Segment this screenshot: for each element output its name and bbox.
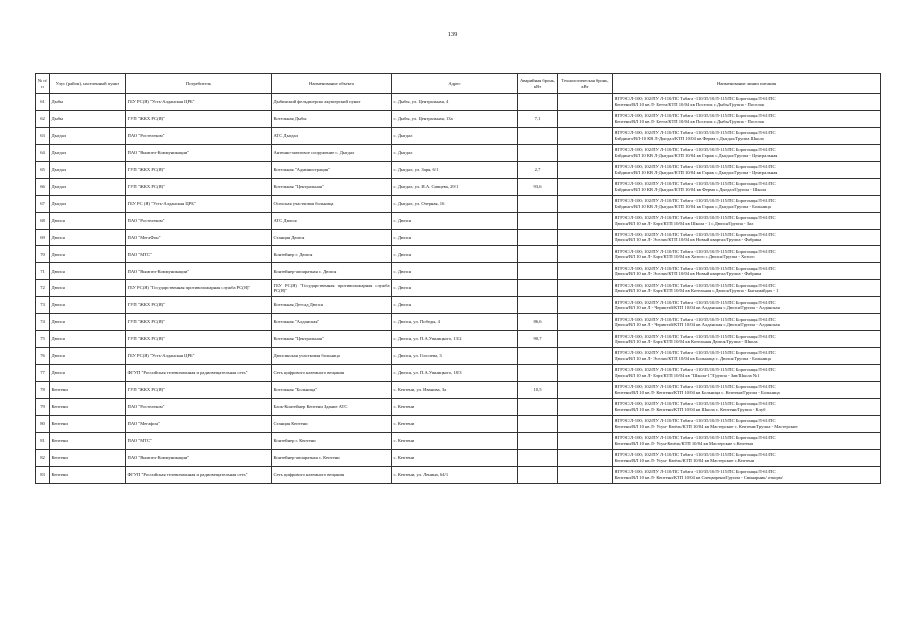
building-cell: Котельная Дыбы	[272, 110, 392, 127]
row-number: 71	[36, 263, 50, 280]
supply-line-cell	[613, 161, 881, 178]
building-cell: Котельная Детсад Дюпся	[272, 297, 392, 314]
row-number: 81	[36, 432, 50, 449]
table-row	[36, 195, 881, 212]
tech-reserve-cell	[558, 398, 613, 415]
table-row	[36, 212, 881, 229]
emergency-reserve-cell: 7,1	[518, 110, 558, 127]
row-number: 66	[36, 178, 50, 195]
tech-reserve-cell	[558, 415, 613, 432]
row-number: 70	[36, 246, 50, 263]
supply-line-text: ЯГРЭС/Л-100; 102/ПУ Л-110/ПС Табага -110/35/10/Л-115/ПС Борогонцы/Л-61/ПС	[614, 198, 776, 203]
emergency-reserve-cell	[518, 195, 558, 212]
address-cell: с. Кептени	[392, 432, 518, 449]
supply-line-text: ЯГРЭС/Л-100; 102/ПУ Л-110/ПС Табага -110/35/10/Л-115/ПС Борогонцы/Л-61/ПС	[614, 248, 776, 254]
supply-line-text: ЯГРЭС/Л-100; 102/ПУ Л-110/ПС Табага -110/35/10/Л-115/ПС Борогонцы/Л-61/ПС	[614, 231, 776, 237]
col-header-building: Наименование объекта	[272, 74, 392, 94]
supply-line-text: ЯГРЭС/Л-100; 102/ПУ Л-110/ПС Табага -110/35/10/Л-115/ПС Борогонцы/Л-61/ПС	[614, 367, 776, 373]
consumer-cell: ГУП "ЖКХ РС(Я)"	[126, 381, 272, 398]
building-cell: Блок-Контейнер Кептени Здание АТС	[272, 398, 392, 415]
emergency-reserve-cell	[518, 229, 558, 246]
consumer-cell: ГБУ РС(Я) "Усть-Алданская ЦРБ"	[126, 348, 272, 365]
supply-line-text: Дюпся/ВЛ 10 кв Л - Чериктэй/КТП 10/04 кв Алданская с.Дюпся/Группа - Алданская	[614, 305, 780, 311]
tech-reserve-cell	[558, 381, 613, 398]
tech-reserve-cell	[558, 331, 613, 348]
row-number: 75	[36, 331, 50, 348]
supply-line-cell	[613, 348, 881, 365]
row-number: 74	[36, 314, 50, 331]
supply-line-cell	[613, 398, 881, 415]
building-cell: Контейнер-аппаратная с. Кептени	[272, 449, 392, 466]
consumer-cell: ГБУ РС (Я) "Усть-Алданская ЦРБ"	[126, 195, 272, 212]
supply-line-text: ЯГРЭС/Л-100; 102/ПУ Л-110/ПС Табага -110/35/10/Л-115/ПС Борогонцы/Л-61/ПС	[614, 265, 776, 271]
emergency-reserve-cell	[518, 449, 558, 466]
consumer-cell: ПАО "Ростелеком"	[126, 398, 272, 415]
address-cell: с. Кептени	[392, 415, 518, 432]
supply-line-text: Бэйдингэ/ВЛ-10 КВ Л-Дыгдал/КТП 10/04 кв Ферма с.Дыгдал/Группа Школа	[614, 135, 764, 141]
building-cell: Дюпсинская участковая больница	[272, 348, 392, 365]
building-cell: Котельная "Центральная"	[272, 331, 392, 348]
supply-line-text: Кептени/ВЛ 10 кв Л- Бетта/КТП 10/04 кв Поселок с.Дыбы/Группа - Поселок	[614, 118, 765, 124]
address-cell: с. Дюпся, ул. П.А.Ушницкого, 18/3	[392, 365, 518, 382]
supply-line-cell	[613, 94, 881, 111]
address-cell: с. Кептени, ул. Иванова, 3а	[392, 381, 518, 398]
settlement-cell: Кептени	[50, 381, 126, 398]
consumer-cell: ГУП "ЖКХ РС(Я)"	[126, 110, 272, 127]
emergency-reserve-cell	[518, 415, 558, 432]
table-row	[36, 331, 881, 348]
emergency-reserve-cell: 2,7	[518, 161, 558, 178]
supply-line-cell	[613, 212, 881, 229]
building-cell: Станция Дюпся	[272, 229, 392, 246]
supply-line-text: ЯГРЭС/Л-100; 102/ПУ Л-110/ПС Табага -110/35/10/Л-115/ПС Борогонцы/Л-61/ПС	[614, 147, 776, 153]
supply-line-text: Дюпся/ВЛ 10 кв Л- Эселях/КТП 10/04 кв Новый квартал/Группа - Фабрика	[614, 237, 762, 243]
address-cell: с. Дыгдал, ул. И.А. Сивцева, 29/1	[392, 178, 518, 195]
emergency-reserve-cell: 10,5	[518, 381, 558, 398]
address-cell: с. Дюпся, ул. Гоголева, 3	[392, 348, 518, 365]
emergency-reserve-cell: 90,7	[518, 331, 558, 348]
table-row	[36, 466, 881, 483]
supply-line-text: ЯГРЭС/Л-100; 102/ПУ Л-110/ПС Табага -110/35/10/Л-115/ПС Борогонцы/Л-61/ПС	[614, 113, 776, 119]
table-row	[36, 348, 881, 365]
address-cell: с. Дюпся	[392, 246, 518, 263]
supply-line-cell	[613, 365, 881, 382]
tech-reserve-cell	[558, 94, 613, 111]
supply-line-text: Дюпся/ВЛ 10 кв Л- Эселях/КТП 10/04 кв Новый квартал/Группа - Фабрика	[614, 271, 762, 277]
col-header-emergency-reserve: Аварийная бронь, кВт	[518, 74, 558, 94]
row-number: 65	[36, 161, 50, 178]
col-header-supply-line: Наименование линии питания	[613, 74, 881, 94]
table-row	[36, 449, 881, 466]
table-row	[36, 432, 881, 449]
settlement-cell: Дюпся	[50, 365, 126, 382]
supply-line-text: ЯГРЭС/Л-100; 102/ПУ Л-110/ПС Табага -110/35/10/Л-115/ПС Борогонцы/Л-61/ПС	[614, 164, 776, 170]
row-number: 63	[36, 127, 50, 144]
table-row	[36, 127, 881, 144]
table-row	[36, 161, 881, 178]
supply-line-text: Бэйдингэ/ВЛ 10 КВ Л-Дыгдал/КТП 10/04 кв Гараж с.Дыгдал/Группа - Центральная	[614, 152, 778, 158]
table-row	[36, 178, 881, 195]
address-cell: с. Кептени	[392, 398, 518, 415]
supply-line-cell	[613, 195, 881, 212]
supply-line-text: ЯГРЭС/Л-100; 102/ПУ Л-110/ПС Табага -110/35/10/Л-115/ПС Борогонцы/Л-61/ПС	[614, 418, 776, 424]
address-cell: с. Дюпся	[392, 297, 518, 314]
building-cell: Сеть цифрового наземного вещания	[272, 365, 392, 382]
building-cell: Котельная "Больница"	[272, 381, 392, 398]
building-cell: Котельная "Центральная"	[272, 178, 392, 195]
building-cell: Осохская участковая больница	[272, 195, 392, 212]
address-cell: с. Дюпся	[392, 212, 518, 229]
supply-line-text: Дюпся/ВЛ 10 кв Л- Бэрэ/КТП 10/04 кв Школа - 1 с.Дюпся/Группа - Зал	[614, 220, 754, 226]
consumer-cell: ПАО "МегаФон"	[126, 229, 272, 246]
settlement-cell: Дюпся	[50, 246, 126, 263]
supply-line-cell	[613, 127, 881, 144]
address-cell: с. Дюпся	[392, 263, 518, 280]
supply-line-text: Кептени/ВЛ 10 кв Л- Усун- Кюёль/КТП 10/04 кв Мастерские с.Кептени	[614, 457, 755, 463]
row-number: 62	[36, 110, 50, 127]
supply-line-cell	[613, 297, 881, 314]
supply-line-text: ЯГРЭС/Л-100; 102/ПУ Л-110/ПС Табага -110/35/10/Л-115/ПС Борогонцы/Л-61/ПС	[614, 435, 776, 441]
building-cell: Контейнер г. Кептени	[272, 432, 392, 449]
tech-reserve-cell	[558, 229, 613, 246]
row-number: 72	[36, 280, 50, 297]
table-row	[36, 280, 881, 297]
supply-line-cell	[613, 280, 881, 297]
emergency-reserve-cell	[518, 127, 558, 144]
row-number: 76	[36, 348, 50, 365]
settlement-cell: Дыбы	[50, 110, 126, 127]
tech-reserve-cell	[558, 110, 613, 127]
consumer-cell: ПАО "Вымпел-Коммуникации"	[126, 263, 272, 280]
consumer-cell: ПАО "Вымпел-Коммуникации"	[126, 449, 272, 466]
consumer-cell: ПАО "Вымпел-Коммуникации"	[126, 144, 272, 161]
address-cell: с. Дыгдал	[392, 127, 518, 144]
tech-reserve-cell	[558, 212, 613, 229]
supply-line-text: Дюпся/ВЛ 10 кв Л- Бэрэ/КТП 10/04 кв Котельная Дюпся/Группа - Школа	[614, 339, 758, 345]
address-cell: с. Дыгдал, ул. Заря, 6/1	[392, 161, 518, 178]
address-cell: с. Дыгдал	[392, 144, 518, 161]
supply-line-text: Бэйдингэ/ВЛ 10 КВ Л-Дыгдал/КТП 10/04 кв Гараж с.Дыгдал/Группа - Больница	[614, 203, 771, 209]
supply-line-text: Дюпся/ВЛ 10 кв Л- Бэрэ/КТП 10/04 кв Хотого с.Дюпся/Группа - Хотого	[614, 254, 755, 260]
supply-line-text: Бэйдингэ/ВЛ 10 КВ Л-Дыгдал/КТП 10/04 кв Гараж с.Дыгдал/Группа - Центральная	[614, 169, 778, 175]
supply-line-text: Бэйдингэ/ВЛ 10 КВ Л-Дыгдал/КТП 10/04 кв Ферма с.Дыгдал/Группа - Школа	[614, 186, 767, 192]
supply-line-text: Дюпся/ВЛ 10 кв Л - Чериктэй/КТП 10/04 кв Алданская с.Дюпся/Группа - Алданская	[614, 322, 780, 328]
settlement-cell: Дыгдал	[50, 144, 126, 161]
tech-reserve-cell	[558, 297, 613, 314]
tech-reserve-cell	[558, 432, 613, 449]
row-number: 73	[36, 297, 50, 314]
supply-line-text: ЯГРЭС/Л-100; 102/ПУ Л-110/ПС Табага -110/35/10/Л-115/ПС Борогонцы/Л-61/ПС	[614, 299, 776, 305]
tech-reserve-cell	[558, 449, 613, 466]
supply-line-text: Кептени/ВЛ 10 кв Л- Усун-Кюёль/КТП 10/04 кв Мастерские с.Кептени	[614, 440, 753, 446]
settlement-cell: Кептени	[50, 432, 126, 449]
supply-line-text: ЯГРЭС/Л-100; 102/ПУ Л-110/ПС Табага -110/35/10/Л-115/ПС Борогонцы/Л-61/ПС	[614, 333, 776, 339]
row-number: 69	[36, 229, 50, 246]
building-cell: АТС Дюпся	[272, 212, 392, 229]
row-number: 78	[36, 381, 50, 398]
supply-line-text: Кептени/ВЛ 10 кв Л- Кептени/КТП 10/04 кв Спецварени/Группа - Свинарник/ откорм/	[614, 474, 783, 480]
emergency-reserve-cell	[518, 297, 558, 314]
emergency-reserve-cell: 93,6	[518, 178, 558, 195]
supply-line-cell	[613, 144, 881, 161]
supply-line-cell	[613, 381, 881, 398]
settlement-cell: Дыбы	[50, 94, 126, 111]
settlement-cell: Дюпся	[50, 280, 126, 297]
supply-line-text: ЯГРЭС/Л-100; 102/ПУ Л-110/ПС Табага -110/35/10/Л-115/ПС Борогонцы/Л-61/ПС	[614, 96, 776, 102]
table-row	[36, 144, 881, 161]
emergency-reserve-cell	[518, 398, 558, 415]
supply-line-text: ЯГРЭС/Л-100; 102/ПУ Л-110/ПС Табага -110/35/10/Л-115/ПС Борогонцы/Л-61/ПС	[614, 350, 776, 356]
supply-line-text: ЯГРЭС/Л-100; 102/ПУ Л-110/ПС Табага -110/35/10/Л-115/ПС Борогонцы/Л-61/ПС	[614, 452, 776, 458]
settlement-cell: Дюпся	[50, 229, 126, 246]
table-row	[36, 365, 881, 382]
supply-line-text: ЯГРЭС/Л-100; 102/ПУ Л-110/ПС Табага -110/35/10/Л-115/ПС Борогонцы/Л-61/ПС	[614, 181, 776, 187]
table-row	[36, 398, 881, 415]
consumer-cell: ПАО "Ростелеком"	[126, 127, 272, 144]
tech-reserve-cell	[558, 466, 613, 483]
consumer-cell: ГУП "ЖКХ РС(Я)"	[126, 178, 272, 195]
address-cell: с. Кептени, ул. Ленина, 64/1	[392, 466, 518, 483]
supply-line-text: ЯГРЭС/Л-100; 102/ПУ Л-110/ПС Табага -110/35/10/Л-115/ПС Борогонцы/Л-61/ПС	[614, 401, 776, 407]
settlement-cell: Кептени	[50, 466, 126, 483]
emergency-reserve-cell	[518, 348, 558, 365]
supply-line-text: Кептени/ВЛ 10 кв Л- Бетта/КТП 10/04 кв Поселок с.Дыбы/Группа - Поселок	[614, 101, 765, 107]
consumer-cell: ПАО "Мегафон"	[126, 415, 272, 432]
consumer-cell: ФГУП "Российская телевизионная и радиовещательная сеть"	[126, 365, 272, 382]
row-number: 77	[36, 365, 50, 382]
col-header-number: № п/п	[36, 74, 50, 94]
supply-line-cell	[613, 432, 881, 449]
supply-line-text: ЯГРЭС/Л-100; 102/ПУ Л-110/ПС Табага -110/35/10/Л-115/ПС Борогонцы/Л-61/ПС	[614, 282, 776, 288]
address-cell: с. Дюпся	[392, 229, 518, 246]
table-row	[36, 314, 881, 331]
table-row	[36, 381, 881, 398]
emergency-reserve-cell	[518, 144, 558, 161]
supply-line-text: ЯГРЭС/Л-100; 102/ПУ Л-110/ПС Табага -110/35/10/Л-115/ПС Борогонцы/Л-61/ПС	[614, 469, 776, 474]
supply-line-cell	[613, 331, 881, 348]
table-row	[36, 246, 881, 263]
emergency-reserve-cell	[518, 212, 558, 229]
settlement-cell: Кептени	[50, 398, 126, 415]
tech-reserve-cell	[558, 348, 613, 365]
tech-reserve-cell	[558, 127, 613, 144]
col-header-address: Адрес	[392, 74, 518, 94]
table-row	[36, 110, 881, 127]
emergency-reserve-cell	[518, 365, 558, 382]
consumer-cell: ПАО "МТС"	[126, 432, 272, 449]
address-cell: с. Дюпся, ул. Победы, 4	[392, 314, 518, 331]
supply-line-text: ЯГРЭС/Л-100; 102/ПУ Л-110/ПС Табага -110/35/10/Л-115/ПС Борогонцы/Л-61/ПС	[614, 384, 776, 390]
supply-line-cell	[613, 263, 881, 280]
settlement-cell: Дыгдал	[50, 195, 126, 212]
emergency-reserve-cell	[518, 94, 558, 111]
tech-reserve-cell	[558, 161, 613, 178]
building-cell: Станция Кептени	[272, 415, 392, 432]
building-cell: Контейнер-аппаратная с. Дюпся	[272, 263, 392, 280]
consumer-cell: ГУП "ЖКХ РС(Я)"	[126, 314, 272, 331]
tech-reserve-cell	[558, 314, 613, 331]
consumer-cell: ГУП "ЖКХ РС(Я)"	[126, 297, 272, 314]
settlement-cell: Дюпся	[50, 297, 126, 314]
consumer-register-table	[35, 73, 881, 484]
table-header-row	[36, 74, 881, 94]
settlement-cell: Дыгдал	[50, 161, 126, 178]
building-cell: Сеть цифрового наземного вещания	[272, 466, 392, 483]
table-row	[36, 297, 881, 314]
supply-line-text: Дюпся/ВЛ 10 кв Л- Эселях/КТП 10/04 кв Больница с. Дюпся/Группа - Больница	[614, 356, 771, 362]
settlement-cell: Дюпся	[50, 314, 126, 331]
row-number: 68	[36, 212, 50, 229]
supply-line-cell	[613, 178, 881, 195]
col-header-settlement: Улус (район), населенный пункт	[50, 74, 126, 94]
row-number: 80	[36, 415, 50, 432]
consumer-cell: ГБУ РС(Я) "Усть-Алданская ЦРБ"	[126, 94, 272, 111]
building-cell: АТС Дыгдал	[272, 127, 392, 144]
building-cell: Котельная "Администрация"	[272, 161, 392, 178]
row-number: 79	[36, 398, 50, 415]
supply-line-cell	[613, 314, 881, 331]
supply-line-cell	[613, 246, 881, 263]
supply-line-text: ЯГРЭС/Л-100; 102/ПУ Л-110/ПС Табага -110/35/10/Л-115/ПС Борогонцы/Л-61/ПС	[614, 130, 776, 136]
table-body	[36, 94, 881, 484]
supply-line-text: ЯГРЭС/Л-100; 102/ПУ Л-110/ПС Табага -110/35/10/Л-115/ПС Борогонцы/Л-61/ПС	[614, 316, 776, 322]
supply-line-text: Кептени/ВЛ 10 кв Л- Усун- Кюёль/КТП 10/04 кв Мастерские с. Кептени/Группа - Мастерские	[614, 423, 798, 429]
col-header-consumer: Потребитель	[126, 74, 272, 94]
tech-reserve-cell	[558, 195, 613, 212]
consumer-cell: ГБУ РС(Я) "Государственная противопожарная служба РС(Я)"	[126, 280, 272, 297]
building-cell: Антенно-мачтовое сооружение с. Дыгдал	[272, 144, 392, 161]
address-cell: с. Дюпся	[392, 280, 518, 297]
table-row	[36, 415, 881, 432]
supply-line-text: Дюпся/ВЛ 10 кв Л- Бэрэ/КТП 10/04 кв Котельная с.Дюпся/Группа - Быгымайдах - 1	[614, 288, 779, 294]
supply-line-cell	[613, 229, 881, 246]
emergency-reserve-cell	[518, 432, 558, 449]
emergency-reserve-cell	[518, 280, 558, 297]
settlement-cell: Дюпся	[50, 212, 126, 229]
address-cell: с. Дыбы, ул. Центральная, 4	[392, 94, 518, 111]
table-row	[36, 229, 881, 246]
address-cell: с. Дыбы, ул. Центральная, 13а	[392, 110, 518, 127]
table-row	[36, 263, 881, 280]
supply-line-text: Кептени/ВЛ 10 кв Л- Кептени/КТП 10/04 кв Больница с. Кептени/Группа - Больница	[614, 389, 780, 395]
supply-line-text: Кептени/ВЛ 10 кв Л- Кептени/КТП 10/04 кв Школа с. Кептени/Группа - Клуб	[614, 406, 766, 412]
settlement-cell: Дюпся	[50, 263, 126, 280]
row-number: 82	[36, 449, 50, 466]
settlement-cell: Дыгдал	[50, 127, 126, 144]
building-cell: Дыбинский фельдшерско акушерский пункт	[272, 94, 392, 111]
address-cell: с. Кептени	[392, 449, 518, 466]
settlement-cell: Дюпся	[50, 348, 126, 365]
settlement-cell: Кептени	[50, 415, 126, 432]
consumer-cell: ПАО "Ростелеком"	[126, 212, 272, 229]
address-cell: с. Дыгдал, ул. Озерная, 16	[392, 195, 518, 212]
supply-line-text: Дюпся/ВЛ 10 кв Л- Бэрэ/КТП 10/04 кв "Школа-1"/Группа - Зав/Школа №1	[614, 372, 760, 378]
row-number: 83	[36, 466, 50, 483]
emergency-reserve-cell: 86,6	[518, 314, 558, 331]
settlement-cell: Кептени	[50, 449, 126, 466]
emergency-reserve-cell	[518, 466, 558, 483]
settlement-cell: Дюпся	[50, 331, 126, 348]
address-cell: с. Дюпся, ул. П.А.Ушницкого, 13/2	[392, 331, 518, 348]
tech-reserve-cell	[558, 263, 613, 280]
emergency-reserve-cell	[518, 263, 558, 280]
tech-reserve-cell	[558, 246, 613, 263]
tech-reserve-cell	[558, 365, 613, 382]
row-number: 61	[36, 94, 50, 111]
tech-reserve-cell	[558, 280, 613, 297]
settlement-cell: Дыгдал	[50, 178, 126, 195]
tech-reserve-cell	[558, 178, 613, 195]
supply-line-text: ЯГРЭС/Л-100; 102/ПУ Л-110/ПС Табага -110/35/10/Л-115/ПС Борогонцы/Л-61/ПС	[614, 214, 776, 220]
consumer-cell: ПАО "МТС"	[126, 246, 272, 263]
building-cell: Котельная "Алданская"	[272, 314, 392, 331]
supply-line-cell	[613, 110, 881, 127]
page-number: 139	[447, 31, 458, 38]
consumer-cell: ГУП "ЖКХ РС(Я)"	[126, 331, 272, 348]
emergency-reserve-cell	[518, 246, 558, 263]
supply-line-cell	[613, 466, 881, 483]
row-number: 67	[36, 195, 50, 212]
row-number: 64	[36, 144, 50, 161]
col-header-tech-reserve: Технологическая бронь, кВт	[558, 74, 613, 94]
building-cell: ГБУ РС(Я) "Государственная противопожарная служба РС(Я)"	[272, 280, 392, 297]
supply-line-cell	[613, 415, 881, 432]
consumer-cell: ГУП "ЖКХ РС(Я)"	[126, 161, 272, 178]
table-row	[36, 94, 881, 111]
building-cell: Контейнер г. Дюпся	[272, 246, 392, 263]
tech-reserve-cell	[558, 144, 613, 161]
supply-line-cell	[613, 449, 881, 466]
consumer-cell: ФГУП "Российская телевизионная и радиовещательная сеть"	[126, 466, 272, 483]
